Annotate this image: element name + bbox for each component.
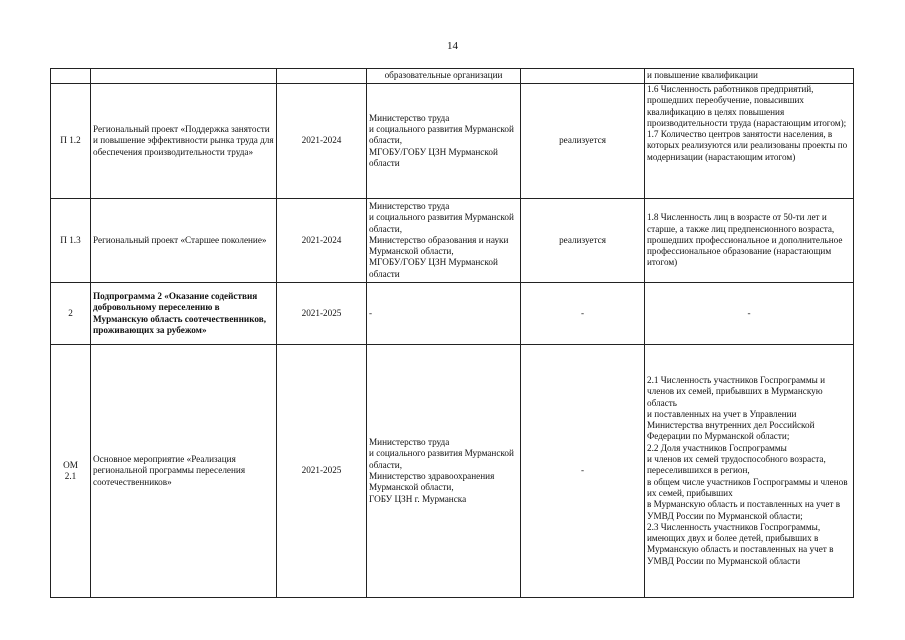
cell-indicator: 1.8 Численность лиц в возрасте от 50-ти лет и старше, а также лиц предпенсионного возраста, прошедших профессиональное и дополнительное профессиональное образование (нарастающим итогом) <box>645 199 854 283</box>
cell-period: 2021-2025 <box>277 345 367 598</box>
cell-name: Региональный проект «Старшее поколение» <box>91 199 277 283</box>
cell-executor: Министерство труда и социального развития Мурманской области, Министерство здравоохранения Мурманской области, ГОБУ ЦЗН г. Мурманска <box>367 345 521 598</box>
cell-status: реализуется <box>521 199 645 283</box>
cell-name: Региональный проект «Поддержка занятости и повышение эффективности рынка труда для обеспечения производительности труда» <box>91 84 277 199</box>
cell-number <box>51 69 91 84</box>
cell-number: 2 <box>51 283 91 345</box>
cell-indicator: и повышение квалификации <box>645 69 854 84</box>
table-row <box>51 69 854 84</box>
cell-status <box>521 69 645 84</box>
cell-name <box>91 69 277 84</box>
program-table <box>50 68 854 598</box>
cell-number: П 1.3 <box>51 199 91 283</box>
cell-status: реализуется <box>521 84 645 199</box>
cell-period: 2021-2024 <box>277 199 367 283</box>
cell-number: П 1.2 <box>51 84 91 199</box>
cell-indicator: - <box>645 283 854 345</box>
cell-name: Основное мероприятие «Реализация региональной программы переселения соотечественников» <box>91 345 277 598</box>
cell-period: 2021-2025 <box>277 283 367 345</box>
cell-indicator: 2.1 Численность участников Госпрограммы и членов их семей, прибывших в Мурманскую область и поставленных на учет в Управлении Министерства внутренних дел Российской Федерации по Мурманской области; 2.2 Доля участников Госпрограммы и членов их семей трудоспособного возраста, переселившихся в регион, в общем числе участников Госпрограммы и членов их семей, прибывших в Мурманскую область и поставленных на учет в УМВД России по Мурманской области; 2.3 Численность участников Госпрограммы, имеющих двух и более детей, прибывших в Мурманскую область и поставленных на учет в УМВД России по Мурманской области <box>645 345 854 598</box>
cell-executor: образовательные организации <box>367 69 521 84</box>
cell-executor: Министерство труда и социального развития Мурманской области, МГОБУ/ГОБУ ЦЗН Мурманской области <box>367 84 521 199</box>
table-row <box>51 84 854 199</box>
cell-status: - <box>521 345 645 598</box>
table-row <box>51 283 854 345</box>
table-row <box>51 199 854 283</box>
cell-executor: - <box>367 283 521 345</box>
cell-number: ОМ 2.1 <box>51 345 91 598</box>
cell-period <box>277 69 367 84</box>
cell-period: 2021-2024 <box>277 84 367 199</box>
cell-executor: Министерство труда и социального развития Мурманской области, Министерство образования и науки Мурманской области, МГОБУ/ГОБУ ЦЗН Мурманской области <box>367 199 521 283</box>
cell-status: - <box>521 283 645 345</box>
cell-indicator: 1.6 Численность работников предприятий, прошедших переобучение, повысивших квалификацию в целях повышения производительности труда (нарастающим итогом); 1.7 Количество центров занятости населения, в которых реализуются или реализованы проекты по модернизации (нарастающим итогом) <box>645 84 854 199</box>
cell-name: Подпрограмма 2 «Оказание содействия добровольному переселению в Мурманскую область соотечественников, проживающих за рубежом» <box>91 283 277 345</box>
page-number: 14 <box>447 40 458 52</box>
table-row <box>51 345 854 598</box>
